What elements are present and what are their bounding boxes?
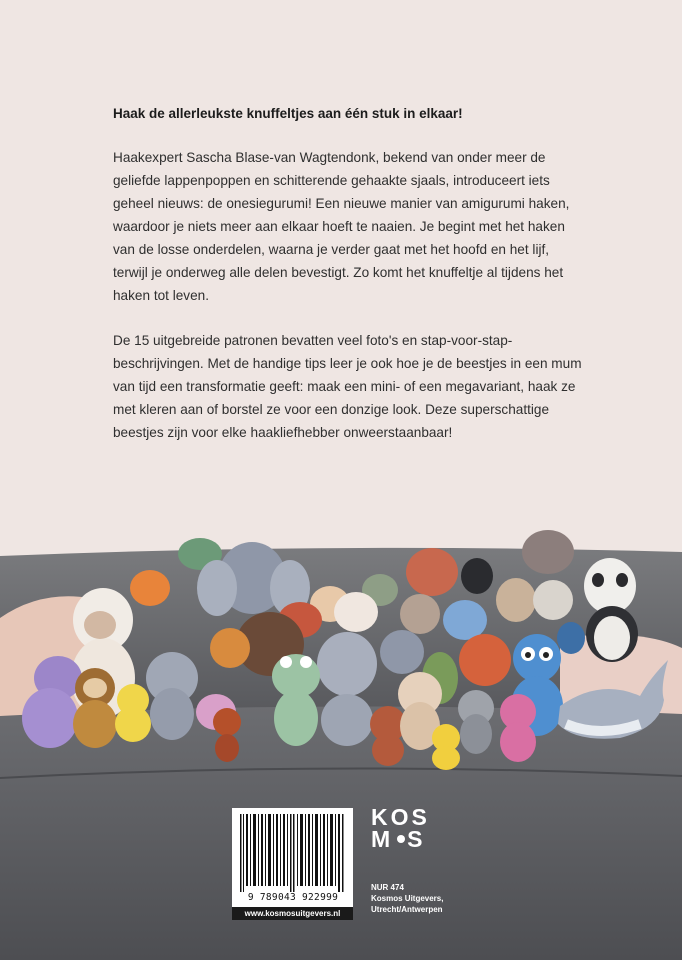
- fox-toy: [130, 570, 170, 606]
- logo-letter-m: M: [371, 826, 394, 852]
- description-paragraph-1: Haakexpert Sascha Blase-van Wagtendonk, bekend van onder meer de geliefde lappenpoppen en schitterende gehaakte sjaals, introduceert iets geheel nieuws: de onesiegurumi! Een nieuwe manier van amigurumi haken, waardoor je niets meer aan elkaar hoeft te naaien. Je begint met het haken van de losse onderdelen, waarna je verder gaat met het hoofd en het lijf, terwijl je onderweg alle delen bevestigt. Zo komt het knuffeltje al tijdens het haken tot leven.: [113, 150, 570, 303]
- panda-toy: [584, 558, 636, 614]
- publisher-name: Kosmos Uitgevers,: [371, 894, 444, 903]
- hippo-toy: [522, 530, 574, 574]
- lion-toy: [406, 548, 458, 596]
- logo-line-1: KOS: [371, 804, 430, 830]
- duck-toy: [496, 578, 536, 622]
- isbn-number: 9 789043 922999: [247, 892, 339, 903]
- small-bear-toy: [213, 708, 241, 736]
- gray-bunny-toy: [317, 632, 377, 696]
- logo-dot-icon: [397, 835, 405, 843]
- penguin-toy-2: [557, 622, 585, 654]
- logo-line-2: [371, 828, 437, 850]
- barcode-box: [232, 808, 353, 920]
- description-paragraph-2: De 15 uitgebreide patronen bevatten veel foto's en stap-voor-stap-beschrijvingen. Met de handige tips leer je ook hoe je de beestjes in een mum van tijd een transformatie geeft: maak een mini- of een megavariant, haak ze met kleren aan of borstel ze voor een donzige look. Deze superschattige beestjes zijn voor elke haakliefhebber onweerstaanbaar!: [113, 333, 582, 440]
- blue-elephant-toy: [443, 600, 487, 640]
- fox-toy-2: [459, 634, 511, 686]
- kosmos-logo: [371, 806, 437, 854]
- back-cover-text: [113, 104, 583, 466]
- barcode-icon: [240, 814, 345, 892]
- publisher-city: Utrecht/Antwerpen: [371, 905, 443, 914]
- publisher-info: [371, 882, 443, 915]
- headline: Haak de allerleukste knuffeltjes aan één stuk in elkaar!: [113, 106, 463, 121]
- nur-code: NUR 474: [371, 883, 404, 892]
- bunny-toy: [334, 592, 378, 632]
- website-url: www.kosmosuitgevers.nl: [232, 907, 353, 920]
- owl-toy: [513, 634, 561, 682]
- logo-letter-s: S: [407, 826, 426, 852]
- penguin-toy: [461, 558, 493, 594]
